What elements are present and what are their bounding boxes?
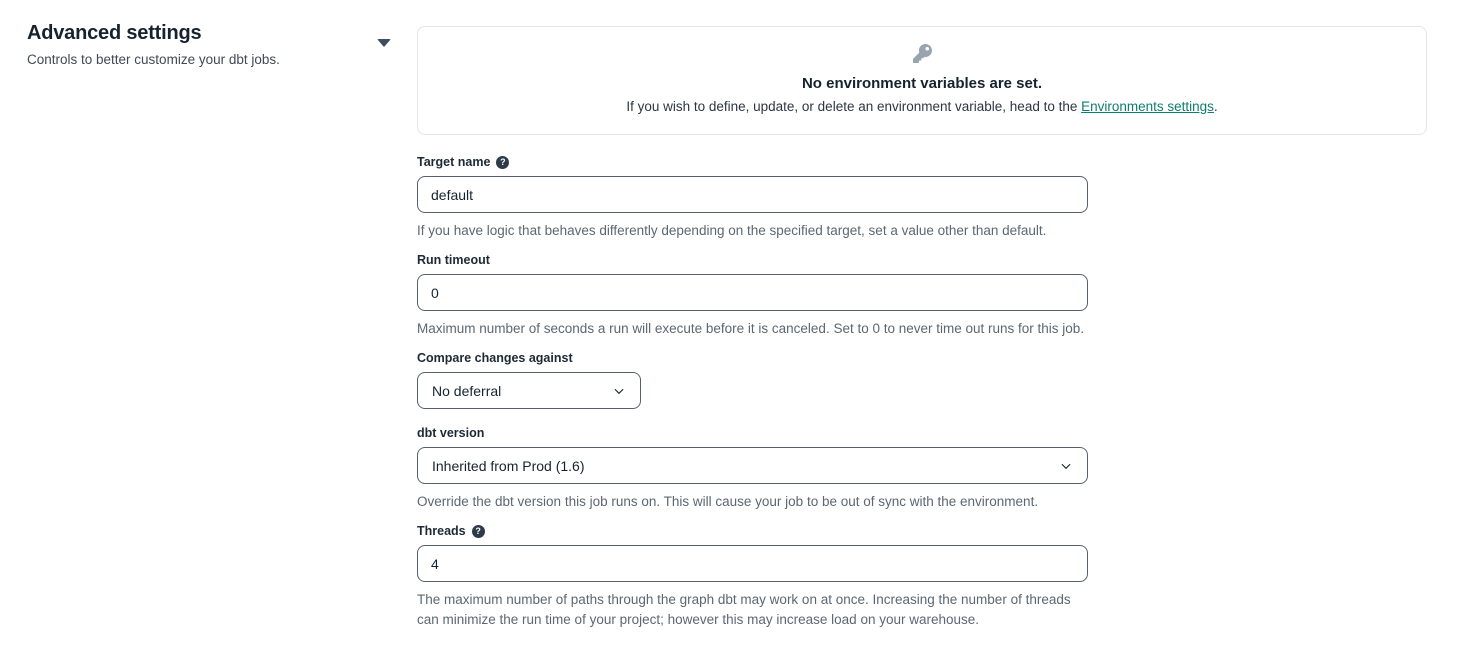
threads-help-icon[interactable]: ? <box>472 525 485 538</box>
dbt-version-group <box>417 426 1088 512</box>
run-timeout-input[interactable] <box>417 274 1088 311</box>
target-name-group <box>417 155 1088 241</box>
dbt-version-label: dbt version <box>417 426 485 440</box>
page-title: Advanced settings <box>27 22 202 44</box>
dbt-version-select[interactable] <box>417 447 1088 484</box>
run-timeout-helper-text: Maximum number of seconds a run will execute before it is canceled. Set to 0 to never time out runs for this job. <box>417 321 1085 336</box>
run-timeout-label: Run timeout <box>417 253 490 267</box>
target-name-helper-text: If you have logic that behaves differently depending on the specified target, set a value other than default. <box>417 223 1047 238</box>
collapse-caret-icon[interactable] <box>377 39 391 47</box>
env-vars-message-prefix: If you wish to define, update, or delete an environment variable, head to the <box>626 99 1082 114</box>
target-name-input[interactable] <box>417 176 1088 213</box>
advanced-settings-content <box>417 0 1458 659</box>
env-vars-message-suffix: . <box>1213 99 1218 114</box>
env-vars-empty-card <box>417 26 1427 135</box>
environments-settings-link[interactable]: Environments settings <box>1081 99 1214 114</box>
advanced-settings-header-panel <box>0 0 417 659</box>
compare-changes-selected-value: No deferral <box>432 382 502 399</box>
env-vars-card-title: No environment variables are set. <box>801 75 1043 92</box>
key-icon <box>913 44 932 63</box>
target-name-help-icon[interactable]: ? <box>496 156 509 169</box>
dbt-version-helper-text: Override the dbt version this job runs on. This will cause your job to be out of sync with the environment. <box>417 494 1039 509</box>
target-name-label: Target name <box>417 155 491 169</box>
threads-label: Threads <box>417 524 466 538</box>
run-timeout-group <box>417 253 1088 339</box>
header-text-block <box>27 22 280 67</box>
env-vars-card-message <box>438 99 1406 114</box>
chevron-down-icon <box>612 384 626 398</box>
compare-changes-select[interactable] <box>417 372 641 409</box>
page-subtitle: Controls to better customize your dbt jobs. <box>27 52 280 67</box>
dbt-version-selected-value: Inherited from Prod (1.6) <box>432 457 585 474</box>
threads-helper-text: The maximum number of paths through the graph dbt may work on at once. Increasing the number of threads can minimize the run time of your project; however this may increase load on your warehouse. <box>417 592 1071 627</box>
compare-changes-label: Compare changes against <box>417 351 573 365</box>
compare-changes-group <box>417 351 1088 409</box>
advanced-settings-form <box>417 155 1088 630</box>
threads-input[interactable] <box>417 545 1088 582</box>
threads-group <box>417 524 1088 630</box>
chevron-down-icon <box>1059 459 1073 473</box>
